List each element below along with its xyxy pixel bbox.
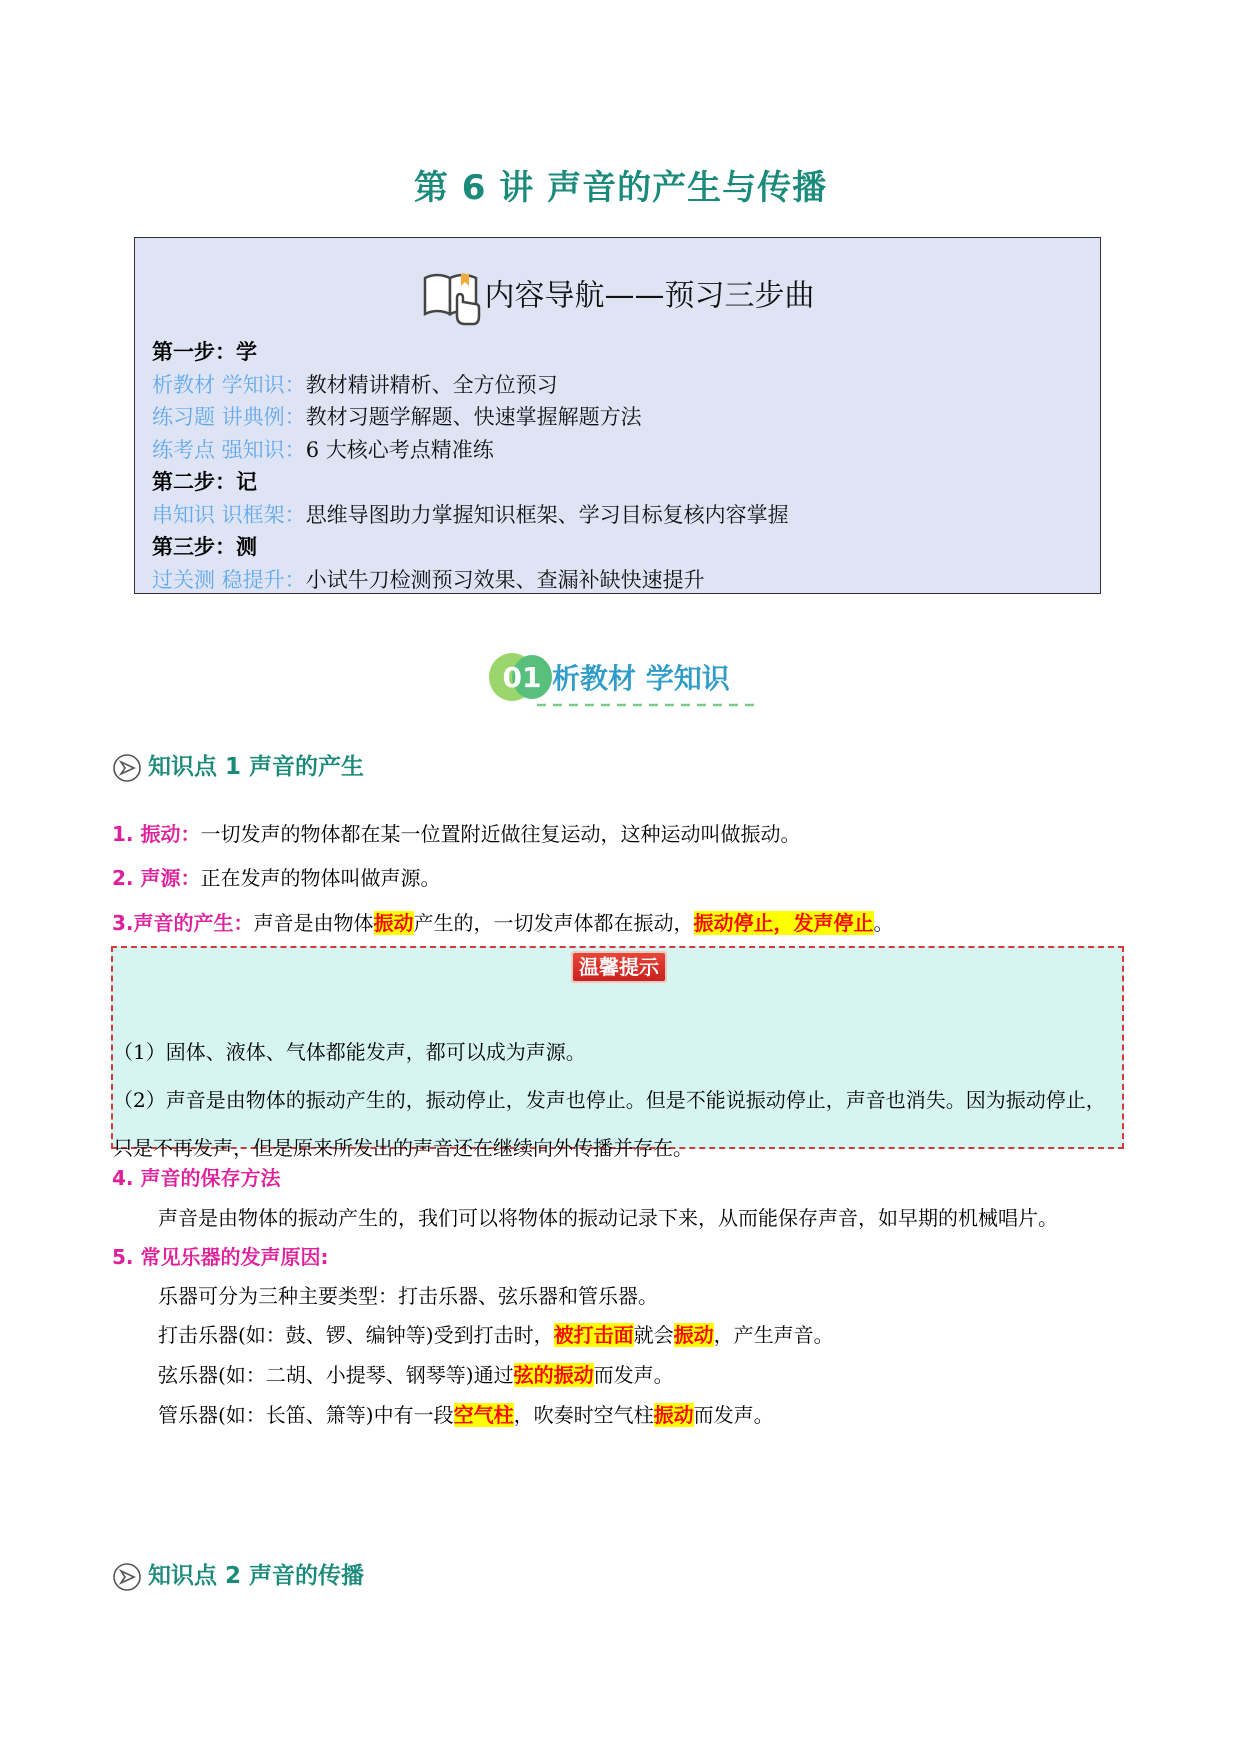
book-pointer-icon xyxy=(421,268,483,326)
warm-tip-badge: 温馨提示 xyxy=(571,951,667,983)
highlight: 被打击面 xyxy=(553,1323,634,1347)
section-badge-graphic xyxy=(487,650,767,710)
item-2: 2. 声源：正在发声的物体叫做声源。 xyxy=(112,866,441,890)
content-nav-box xyxy=(134,237,1101,594)
item-5-para-4: 管乐器(如：长笛、箫等)中有一段空气柱，吹奏时空气柱振动而发声。 xyxy=(158,1403,774,1427)
section-number: 01 xyxy=(502,661,542,694)
item-5-para-1: 乐器可分为三种主要类型：打击乐器、弦乐器和管乐器。 xyxy=(158,1284,658,1308)
knowledge-point-2-heading: 知识点 2 声音的传播 xyxy=(112,1557,364,1592)
nav-row: 练习题 讲典例：教材习题学解题、快速掌握解题方法 xyxy=(152,405,642,429)
item-5-para-3: 弦乐器(如：二胡、小提琴、钢琴等)通过弦的振动而发声。 xyxy=(158,1363,674,1387)
item-4-text: 声音是由物体的振动产生的，我们可以将物体的振动记录下来，从而能保存声音，如早期的机械唱片。 xyxy=(158,1206,1058,1230)
item-3: 3.声音的产生：声音是由物体振动产生的，一切发声体都在振动，振动停止，发声停止。 xyxy=(112,911,894,935)
item-1: 1. 振动：一切发声的物体都在某一位置附近做往复运动，这种运动叫做振动。 xyxy=(112,822,801,846)
item-4-heading: 4. 声音的保存方法 xyxy=(112,1166,281,1190)
tip-text: （1）固体、液体、气体都能发声，都可以成为声源。 （2）声音是由物体的振动产生的，振动停止，发声也停止。但是不能说振动停止，声音也消失。因为振动停止，只是不再发声，但是原来所发出的声音还在继续向外传播并存在。 xyxy=(113,1040,1106,1160)
item-5-para-2: 打击乐器(如：鼓、锣、编钟等)受到打击时，被打击面就会振动，产生声音。 xyxy=(158,1323,834,1347)
nav-heading xyxy=(135,268,1100,326)
nav-row: 析教材 学知识：教材精讲精析、全方位预习 xyxy=(152,372,558,397)
highlight: 振动 xyxy=(373,911,414,935)
highlight: 振动 xyxy=(653,1403,694,1427)
knowledge-point-1-heading: 知识点 1 声音的产生 xyxy=(112,748,364,783)
section-title: 析教材 学知识 xyxy=(552,662,730,695)
page-title: 第 6 讲 声音的产生与传播 xyxy=(413,168,828,208)
step-1-label: 第一步：学 xyxy=(152,340,257,364)
item-5-heading: 5. 常见乐器的发声原因: xyxy=(112,1245,329,1269)
warm-tip-box xyxy=(111,946,1124,1160)
highlight: 振动停止，发声停止 xyxy=(693,911,874,935)
nav-lines xyxy=(152,336,789,596)
nav-row: 串知识 识框架：思维导图助力掌握知识框架、学习目标复核内容掌握 xyxy=(152,502,789,527)
nav-row: 过关测 稳提升：小试牛刀检测预习效果、查漏补缺快速提升 xyxy=(152,567,705,592)
nav-row: 练考点 强知识：6 大核心考点精准练 xyxy=(152,437,494,462)
highlight: 空气柱 xyxy=(453,1403,514,1427)
highlight: 弦的振动 xyxy=(513,1363,594,1387)
nav-heading-text: 内容导航——预习三步曲 xyxy=(484,278,815,314)
arrow-circle-icon xyxy=(112,753,142,783)
step-2-label: 第二步：记 xyxy=(152,470,257,494)
arrow-circle-icon xyxy=(112,1562,142,1592)
highlight: 振动 xyxy=(673,1323,714,1347)
section-badge xyxy=(487,650,767,714)
step-3-label: 第三步：测 xyxy=(152,535,257,559)
